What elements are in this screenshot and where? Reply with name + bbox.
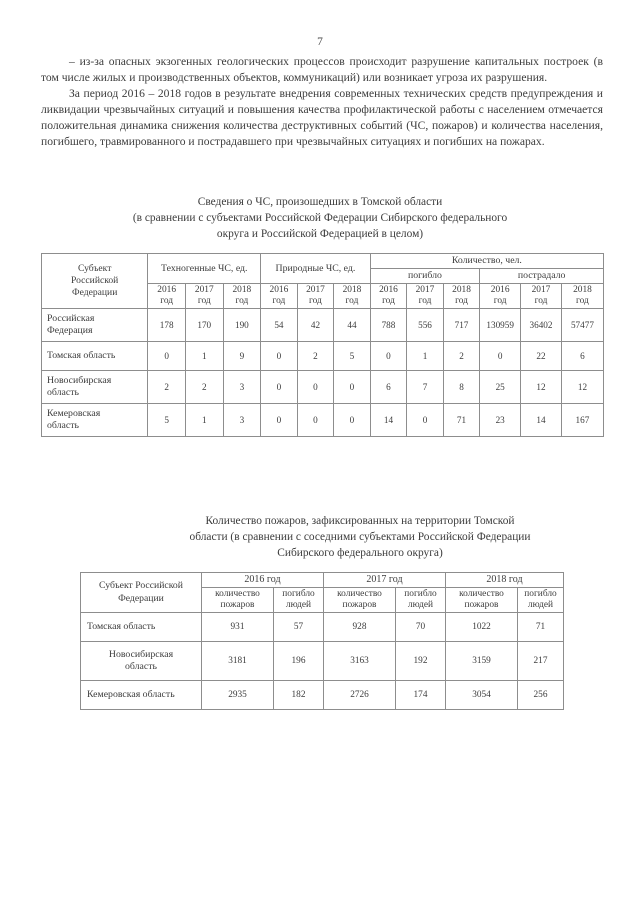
emergency-situations-table xyxy=(41,253,604,437)
table1-cell: 71 xyxy=(443,404,480,437)
table1-cell: 2 xyxy=(443,342,480,371)
table1-header-subject xyxy=(42,254,148,309)
table1-subgroup-injured: пострадало xyxy=(480,269,604,284)
table2-subcol-fires-2018: количество пожаров xyxy=(446,587,518,613)
table1-year-col-1: 2016 год xyxy=(148,284,186,309)
subject-line-1: Субъект xyxy=(77,262,112,274)
subject-line-2: Российской xyxy=(71,275,119,286)
table-row xyxy=(42,404,604,437)
table-row xyxy=(81,642,564,681)
table2-subcol-died-2017: погибло людей xyxy=(396,587,446,613)
table-row xyxy=(42,371,604,404)
table-row xyxy=(81,681,564,710)
table1-year-col-4: 2016 год xyxy=(261,284,298,309)
table1-cell: 0 xyxy=(334,371,371,404)
table2-cell: 196 xyxy=(274,642,324,681)
table1-cell: 14 xyxy=(521,404,562,437)
table2-cell: 182 xyxy=(274,681,324,710)
table1-cell: 54 xyxy=(261,309,298,342)
table2-cell: 3159 xyxy=(446,642,518,681)
subject-line-3: Федерации xyxy=(72,287,118,299)
table2-caption-line-2: области (в сравнении с соседними субъектами Российской Федерации xyxy=(189,531,531,544)
table1-subgroup-died: погибло xyxy=(370,269,480,284)
table1-cell: 2 xyxy=(297,342,334,371)
table1-cell: 0 xyxy=(480,342,521,371)
table1-year-col-10: 2016 год xyxy=(480,284,521,309)
table1-cell: 0 xyxy=(261,404,298,437)
table1-cell: 6 xyxy=(561,342,603,371)
table1-year-col-6: 2018 год xyxy=(334,284,371,309)
table2-subcol-fires-2016: количество пожаров xyxy=(202,587,274,613)
table2-cell: 928 xyxy=(324,613,396,642)
table2-cell: 931 xyxy=(202,613,274,642)
table1-row-name-novosibirsk: Новосибирская область xyxy=(42,371,148,404)
body-text-block xyxy=(41,54,603,151)
table1-cell: 0 xyxy=(370,342,407,371)
table1-cell: 0 xyxy=(297,404,334,437)
table2-cell: 71 xyxy=(518,613,564,642)
table2-cell: 3181 xyxy=(202,642,274,681)
table1-cell: 25 xyxy=(480,371,521,404)
table2-row-name-novosibirsk: Новосибирская область xyxy=(81,642,202,681)
table1-year-col-11: 2017 год xyxy=(521,284,562,309)
table1-cell: 9 xyxy=(223,342,261,371)
table2-cell: 70 xyxy=(396,613,446,642)
table1-cell: 0 xyxy=(297,371,334,404)
table1-group-technogenic: Техногенные ЧС, ед. xyxy=(148,254,261,284)
table-row xyxy=(42,342,604,371)
table2-cell: 192 xyxy=(396,642,446,681)
table1-cell: 12 xyxy=(521,371,562,404)
table1-cell: 5 xyxy=(148,404,186,437)
table1-row-name-tomsk: Томская область xyxy=(42,342,148,371)
table2-header-row-1 xyxy=(81,573,564,588)
table1-cell: 556 xyxy=(407,309,444,342)
table1-cell: 1 xyxy=(185,404,223,437)
table1-cell: 167 xyxy=(561,404,603,437)
table1-cell: 23 xyxy=(480,404,521,437)
table2-caption-line-3: Сибирского федерального округа) xyxy=(277,547,443,560)
table1-group-quantity: Количество, чел. xyxy=(370,254,603,269)
table2-subcol-fires-2017: количество пожаров xyxy=(324,587,396,613)
page-number: 7 xyxy=(317,36,323,48)
table2-subcol-died-2016: погибло людей xyxy=(274,587,324,613)
table2-cell: 256 xyxy=(518,681,564,710)
table-row xyxy=(42,309,604,342)
table1-cell: 3 xyxy=(223,371,261,404)
table1-cell: 8 xyxy=(443,371,480,404)
table1-cell: 7 xyxy=(407,371,444,404)
table1-cell: 6 xyxy=(370,371,407,404)
table2-cell: 57 xyxy=(274,613,324,642)
table1-group-natural: Природные ЧС, ед. xyxy=(261,254,371,284)
table1-row-name-rf: Российская Федерация xyxy=(42,309,148,342)
table2-year-group-2016: 2016 год xyxy=(202,573,324,588)
table1-cell: 2 xyxy=(185,371,223,404)
table1-cell: 0 xyxy=(334,404,371,437)
table2-cell: 217 xyxy=(518,642,564,681)
table1-cell: 717 xyxy=(443,309,480,342)
table2-year-group-2018: 2018 год xyxy=(446,573,564,588)
table2-row-name-tomsk: Томская область xyxy=(81,613,202,642)
table1-cell: 190 xyxy=(223,309,261,342)
table1-cell: 130959 xyxy=(480,309,521,342)
table1-row-name-kemerovo: Кемеровская область xyxy=(42,404,148,437)
table1-cell: 14 xyxy=(370,404,407,437)
table1-cell: 1 xyxy=(407,342,444,371)
table2-cell: 1022 xyxy=(446,613,518,642)
table1-cell: 12 xyxy=(561,371,603,404)
table2-cell: 3054 xyxy=(446,681,518,710)
table1-cell: 57477 xyxy=(561,309,603,342)
table1-year-col-2: 2017 год xyxy=(185,284,223,309)
table1-caption-line-2: (в сравнении с субъектами Российской Федерации Сибирского федерального xyxy=(132,212,508,225)
table1-cell: 788 xyxy=(370,309,407,342)
table1-cell: 36402 xyxy=(521,309,562,342)
fires-count-table xyxy=(80,572,564,710)
table1-year-col-3: 2018 год xyxy=(223,284,261,309)
table1-cell: 0 xyxy=(261,342,298,371)
table1-year-col-7: 2016 год xyxy=(370,284,407,309)
table1-cell: 22 xyxy=(521,342,562,371)
table1-cell: 42 xyxy=(297,309,334,342)
table2-year-group-2017: 2017 год xyxy=(324,573,446,588)
paragraph-exogenous-processes: – из-за опасных экзогенных геологических процессов происходит разрушение капитальных построек (в том числе жилых и производственных объектов, коммуникаций) или возникает угроза их разрушения. xyxy=(41,55,603,85)
table1-cell: 2 xyxy=(148,371,186,404)
table2-cell: 3163 xyxy=(324,642,396,681)
table1-year-col-5: 2017 год xyxy=(297,284,334,309)
table-row xyxy=(81,613,564,642)
table2-header-subject: Субъект Российской Федерации xyxy=(81,573,202,613)
table1-cell: 0 xyxy=(148,342,186,371)
table2-cell: 2935 xyxy=(202,681,274,710)
table1-cell: 1 xyxy=(185,342,223,371)
table2-row-name-kemerovo: Кемеровская область xyxy=(81,681,202,710)
table2-caption xyxy=(148,513,572,562)
table1-cell: 44 xyxy=(334,309,371,342)
table1-cell: 3 xyxy=(223,404,261,437)
table1-cell: 170 xyxy=(185,309,223,342)
table1-cell: 178 xyxy=(148,309,186,342)
paragraph-period-2016-2018: За период 2016 – 2018 годов в результате внедрения современных технических средств предупреждения и ликвидации чрезвычайных ситуаций и повышения качества профилактической работы с населением отмечается положительная динамика снижения количества деструктивных событий (ЧС, пожаров) и количества населения, погибшего, травмированного и пострадавшего при чрезвычайных ситуациях и погибших на пожарах. xyxy=(41,87,603,149)
table1-year-col-8: 2017 год xyxy=(407,284,444,309)
table1-caption-line-1: Сведения о ЧС, произошедших в Томской области xyxy=(197,196,443,208)
table1-cell: 0 xyxy=(407,404,444,437)
table1-year-col-12: 2018 год xyxy=(561,284,603,309)
table1-caption-line-3: округа и Российской Федерацией в целом) xyxy=(216,228,424,241)
table1-caption xyxy=(60,194,580,243)
table1-cell: 0 xyxy=(261,371,298,404)
table1-header-row-1 xyxy=(42,254,604,269)
table2-caption-line-1: Количество пожаров, зафиксированных на территории Томской xyxy=(205,515,515,527)
table2-cell: 2726 xyxy=(324,681,396,710)
table2-cell: 174 xyxy=(396,681,446,710)
table1-year-col-9: 2018 год xyxy=(443,284,480,309)
table1-cell: 5 xyxy=(334,342,371,371)
table2-subcol-died-2018: погибло людей xyxy=(518,587,564,613)
